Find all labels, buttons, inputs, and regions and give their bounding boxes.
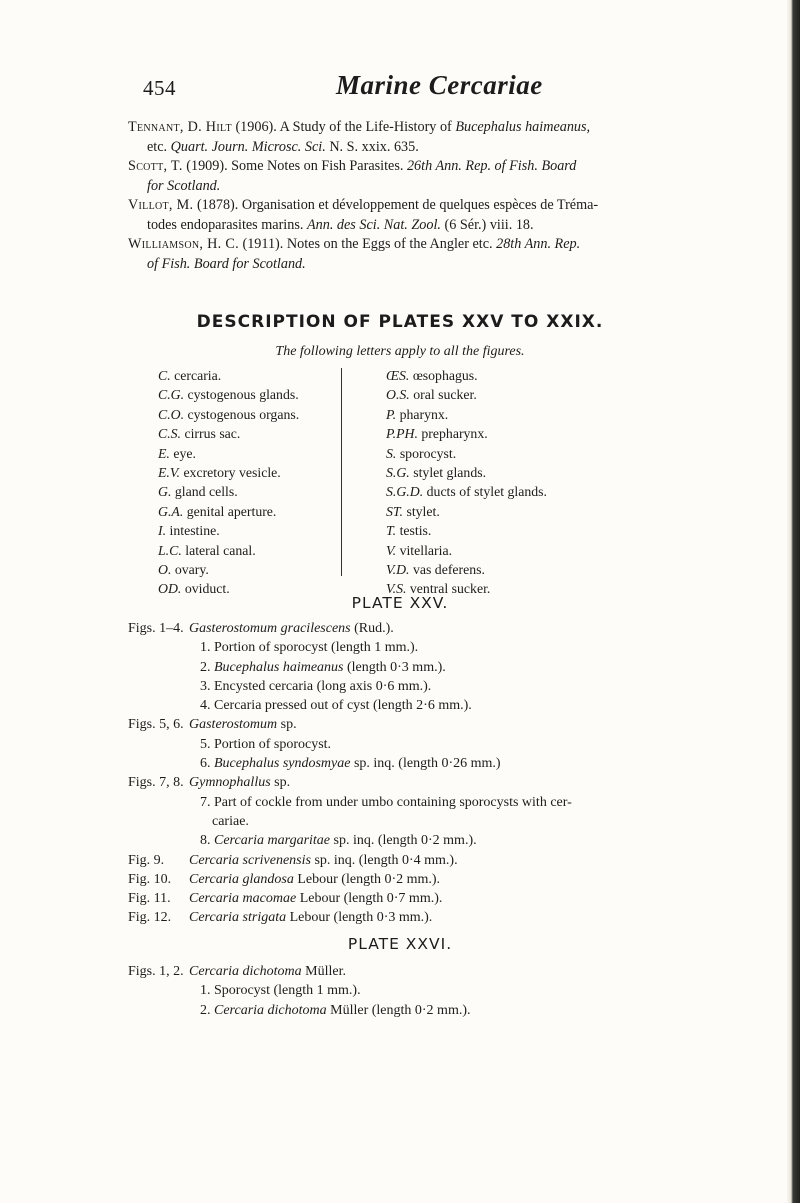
abbreviation-item [386,521,686,540]
abbreviation-code: ST. [386,503,403,519]
figure-entry [128,638,688,657]
figure-text-continuation: cariae. [212,813,249,829]
references-list [128,118,678,274]
abbreviation-meaning: stylet glands. [413,465,487,481]
abbreviation-code: S. [386,445,397,461]
abbreviation-meaning: cystogenous glands. [187,387,299,403]
abbreviation-meaning: testis. [399,523,432,539]
abbreviation-item [158,482,328,501]
figure-description: Portion of sporocyst (length 1 mm.). [214,640,419,656]
figure-label: Fig. 12. [128,910,172,926]
abbreviation-meaning: cirrus sac. [184,426,241,442]
abbreviation-code: E.V. [158,465,180,481]
abbreviation-meaning: vas deferens. [412,562,485,578]
figure-entry [128,870,688,889]
abbreviation-code: V. [386,542,397,558]
abbreviation-item [386,482,686,501]
abbreviations-right-column [386,366,686,599]
species-name: Bucephalus haimeanus [214,659,344,675]
figure-entry [128,812,688,831]
figure-description: sp. [277,717,297,733]
figure-description: sp. inq. (length 0·4 mm.). [310,852,458,868]
abbreviation-code: E. [158,445,170,461]
reference-entry: Villot, M. (1878). Organisation et développement de quelques espèces de Tréma- todes endoparasites marins. Ann. des Sci. Nat. Zool. (6 Sér.) viii. 18. [128,197,599,233]
figure-number: 1. [200,640,211,656]
reference-author: Scott, T. [128,158,183,174]
abbreviation-code: L.C. [158,542,182,558]
species-name: Cercaria dichotoma [214,1002,327,1018]
figure-label: Figs. 1–4. [128,621,184,636]
abbreviation-meaning: oviduct. [184,581,230,597]
figure-entry [128,715,688,734]
abbreviation-code: C.S. [158,426,181,442]
abbreviation-meaning: ventral sucker. [409,581,491,597]
figure-description: Portion of sporocyst. [214,736,332,752]
figure-entry [128,851,688,870]
figure-label: Fig. 11. [128,891,171,907]
figure-description: Müller. [301,964,346,979]
figure-entry [128,696,688,715]
abbreviation-meaning: oral sucker. [413,387,477,403]
abbreviation-meaning: genital aperture. [186,503,277,519]
page-header [0,70,800,110]
figure-description: Cercaria pressed out of cyst (length 2·6 mm.). [214,698,472,714]
figure-description: Part of cockle from under umbo containing sporocysts with cer- [214,794,572,810]
figure-entry [128,793,688,812]
abbreviation-item [386,502,686,521]
figure-entry [128,619,688,638]
reference-entry: Scott, T. (1909). Some Notes on Fish Parasites. 26th Ann. Rep. of Fish. Board for Scotland. [128,158,577,194]
figure-description: Sporocyst (length 1 mm.). [214,983,361,999]
figure-entry [128,831,688,850]
figure-description: Encysted cercaria (long axis 0·6 mm.). [214,678,432,694]
figure-number: 8. [200,833,211,849]
abbreviation-item [386,424,686,443]
species-name: Cercaria scrivenensis [189,852,311,868]
abbreviation-item [386,385,686,404]
abbreviation-meaning: cercaria. [174,368,222,383]
figure-label: Figs. 7, 8. [128,775,184,791]
abbreviation-code: O.S. [386,387,410,403]
abbreviation-code: ŒS. [386,368,410,383]
species-name: Cercaria strigata [189,910,287,926]
figure-number: 5. [200,736,211,752]
species-name: Cercaria macomae [189,891,297,907]
figure-label: Figs. 1, 2. [128,964,184,979]
species-name: Gasterostomum [189,717,278,733]
figure-entry [128,677,688,696]
reference-entry: Tennant, D. Hilt (1906). A Study of the Life-History of Bucephalus haimeanus, etc. Quart. Journ. Microsc. Sci. N. S. xxix. 635. [128,119,591,155]
abbreviation-item [386,560,686,579]
abbreviation-item [158,366,328,385]
figure-label: Figs. 5, 6. [128,717,184,733]
abbreviation-meaning: lateral canal. [185,542,256,558]
abbreviation-code: O. [158,562,172,578]
reference-journal: 26th Ann. Rep. of Fish. Board [406,158,577,174]
abbreviation-code: P. [386,406,397,422]
figure-description: sp. inq. (length 0·2 mm.). [330,833,477,849]
figure-entry [128,889,688,908]
reference-author: Tennant, D. Hilt [128,119,232,135]
plate-xxvi-title: PLATE XXVI. [347,935,453,953]
abbreviation-meaning: cystogenous organs. [187,406,300,422]
species-name: Cercaria glandosa [189,871,294,887]
figure-number: 1. [200,983,211,999]
reference-author: Williamson, H. C. [128,236,239,252]
reference-journal: 28th Ann. Rep. [496,236,581,252]
figure-description: sp. inq. (length 0·26 mm.) [350,756,501,772]
figure-description: Lebour (length 0·7 mm.). [296,891,443,907]
figure-description: Lebour (length 0·3 mm.). [286,910,433,926]
figure-number: 7. [200,794,211,810]
abbreviations-left-column [158,366,328,599]
abbreviation-item [158,385,328,404]
abbreviation-item [158,521,328,540]
abbreviation-meaning: pharynx. [399,406,449,422]
abbreviation-meaning: intestine. [169,523,220,539]
figure-number: 3. [200,678,211,694]
figure-description: sp. [270,775,291,791]
abbreviation-meaning: eye. [173,445,196,461]
abbreviation-meaning: prepharynx. [421,426,488,442]
abbreviation-code: S.G.D. [386,484,424,500]
abbreviation-code: C. [158,368,171,383]
abbreviation-item [158,541,328,560]
figure-entry [128,735,688,754]
figure-entry [128,773,688,792]
abbreviation-meaning: vitellaria. [399,542,453,558]
figure-description: (length 0·3 mm.). [343,659,446,675]
species-name: Cercaria dichotoma [189,964,302,979]
figure-number: 4. [200,698,211,714]
page-number: 454 [143,76,176,100]
abbreviation-meaning: œsophagus. [412,368,478,383]
plate-xxvi-figure-list [128,962,688,1020]
figure-label: Fig. 9. [128,852,165,868]
species-name: Gymnophallus [189,775,271,791]
abbreviation-meaning: gland cells. [174,484,238,500]
reference-journal: Quart. Journ. Microsc. Sci. [170,138,326,155]
abbreviation-item [386,366,686,385]
abbreviation-item [386,444,686,463]
figure-label: Fig. 10. [128,871,172,887]
abbreviation-item [158,502,328,521]
plates-description-heading: DESCRIPTION OF PLATES XXV TO XXIX. [196,312,604,332]
abbreviation-meaning: stylet. [406,503,440,519]
column-divider [341,368,342,576]
species-name: Cercaria margaritae [214,833,331,849]
abbreviation-code: S.G. [386,465,410,481]
abbreviation-meaning: excretory vesicle. [183,465,281,481]
abbreviation-code: OD. [158,581,182,597]
abbreviation-code: C.O. [158,406,185,422]
species-name: Gasterostomum gracilescens [189,621,351,636]
abbreviation-code: T. [386,523,397,539]
figure-description: Lebour (length 0·2 mm.). [293,871,441,887]
abbreviation-code: C.G. [158,387,185,403]
species-name: Bucephalus syndosmyae [214,756,351,772]
abbreviation-item [158,424,328,443]
figure-number: 2. [200,659,211,675]
abbreviation-meaning: ducts of stylet glands. [426,484,547,500]
reference-entry: Williamson, H. C. (1911). Notes on the Eggs of the Angler etc. 28th Ann. Rep. of Fish. Board for Scotland. [128,236,581,272]
abbreviation-item [158,463,328,482]
abbreviation-item [158,405,328,424]
abbreviation-code: G. [158,484,172,500]
plates-description-subheading: The following letters apply to all the figures. [275,344,525,359]
reference-author: Villot, M. [128,197,194,213]
figure-entry [128,962,688,981]
figure-entry [128,981,688,1000]
figure-entry [128,658,688,677]
abbreviation-code: G.A. [158,503,184,519]
figure-entry [128,1001,688,1020]
figure-description: (Rud.). [350,621,394,636]
abbreviation-code: V.D. [386,562,410,578]
plate-xxv-figure-list [128,619,688,928]
plate-xxv-title: PLATE XXV. [351,594,449,612]
abbreviation-item [386,463,686,482]
abbreviation-meaning: ovary. [174,562,209,578]
abbreviation-item [158,444,328,463]
abbreviation-meaning: sporocyst. [399,445,457,461]
abbreviation-code: I. [158,523,167,539]
figure-description: Müller (length 0·2 mm.). [326,1002,471,1018]
figure-entry [128,754,688,773]
reference-journal: Ann. des Sci. Nat. Zool. [306,216,441,233]
abbreviation-item [386,405,686,424]
abbreviation-item [158,560,328,579]
figure-number: 6. [200,756,211,772]
abbreviation-item [386,541,686,560]
figure-number: 2. [200,1002,211,1018]
abbreviation-code: V.S. [386,581,407,597]
figure-entry [128,908,688,927]
abbreviation-code: P.PH. [386,426,418,442]
running-title: Marine Cercariae [336,70,543,100]
